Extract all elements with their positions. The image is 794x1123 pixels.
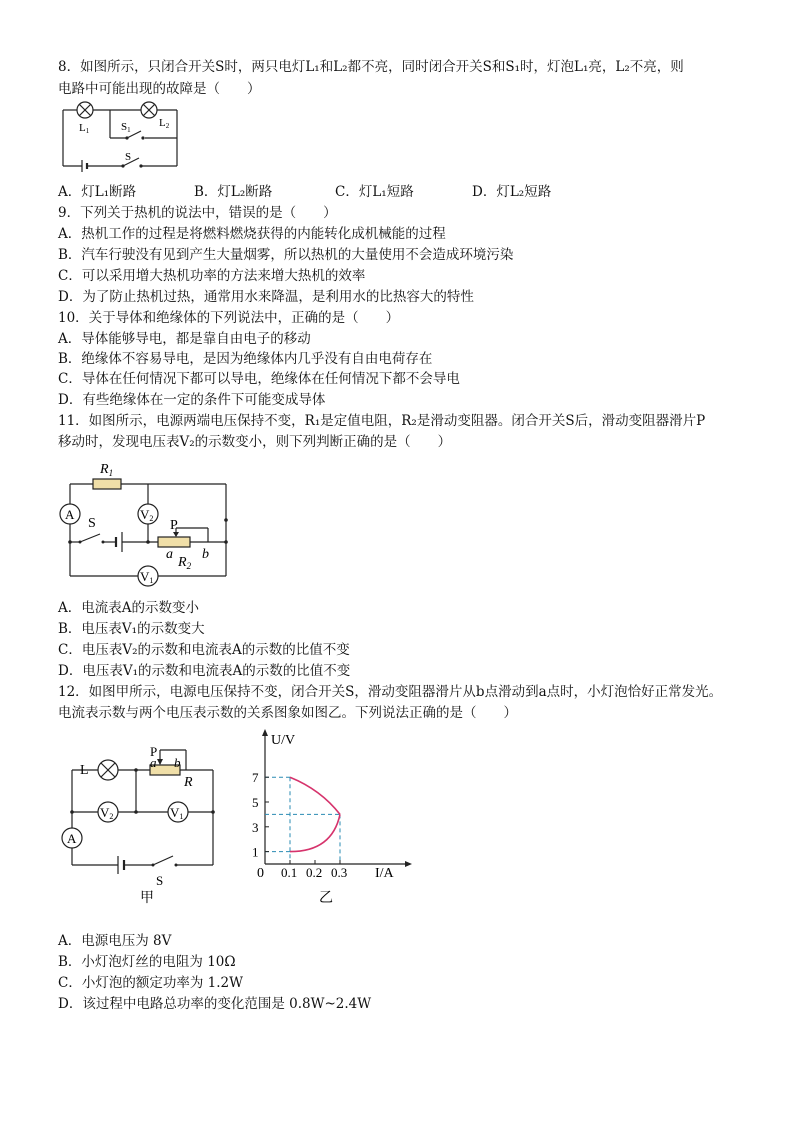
q12-stem-line1: 12．如图甲所示，电源电压保持不变，闭合开关S，滑动变阻器滑片从b点滑动到a点时，小灯泡恰好正常发光。 <box>58 684 723 700</box>
label-R2: $R_2$ <box>178 555 192 571</box>
label-S1: S1 <box>121 121 131 134</box>
y-axis-label: U/V <box>271 733 296 748</box>
q11-stem-line2: 移动时，发现电压表V₂的示数变小，则下列判断正确的是（ ） <box>58 434 452 450</box>
label-V2: V2 <box>100 805 114 821</box>
label-V2: V2 <box>140 507 154 523</box>
q11-option-d[interactable]: D．电压表V₁的示数和电流表A的示数的比值不变 <box>58 663 351 679</box>
q8-options <box>58 183 738 201</box>
q12-option-b[interactable]: B．小灯泡灯丝的电阻为 10Ω <box>58 954 236 970</box>
label-S: S <box>88 516 96 531</box>
q12-circuit-diagram <box>58 740 228 910</box>
label-L1: L1 <box>79 122 90 135</box>
q11-circuit-diagram <box>58 458 238 588</box>
q8-stem-line1: 8．如图所示，只闭合开关S时，两只电灯L₁和L₂都不亮，同时闭合开关S和S₁时，灯泡L₁亮，L₂不亮，则 <box>58 59 684 75</box>
resistor-R1-icon <box>93 479 121 489</box>
series-line-lower <box>290 814 340 851</box>
label-A: A <box>67 831 77 846</box>
q9-option-c[interactable]: C．可以采用增大热机功率的方法来增大热机的效率 <box>58 268 366 284</box>
label-S: S <box>125 151 132 163</box>
q12-option-d[interactable]: D．该过程中电路总功率的变化范围是 0.8W~2.4W <box>58 996 372 1012</box>
y-tick-label: 3 <box>252 819 259 835</box>
q10-option-d[interactable]: D．有些绝缘体在一定的条件下可能变成导体 <box>58 392 326 408</box>
q9-stem: 9．下列关于热机的说法中，错误的是（ ） <box>58 205 337 221</box>
q12-stem-line2: 电流表示数与两个电压表示数的关系图象如图乙。下列说法正确的是（ ） <box>58 705 517 721</box>
y-tick-label: 5 <box>252 795 259 810</box>
x-tick-label: 0.3 <box>331 865 348 880</box>
y-tick-label: 1 <box>252 844 259 860</box>
q12-option-a[interactable]: A．电源电压为 8V <box>58 933 172 949</box>
label-S: S <box>156 873 164 888</box>
q8-circuit-diagram <box>55 100 185 172</box>
q8-option-a[interactable]: A．灯L₁断路 <box>58 184 137 200</box>
q10-option-a[interactable]: A．导体能够导电，都是靠自由电子的移动 <box>58 331 311 347</box>
label-V1: V1 <box>140 569 154 585</box>
label-R1: $R_1$ <box>100 462 114 478</box>
q11-option-a[interactable]: A．电流表A的示数变小 <box>58 600 199 616</box>
q9-option-b[interactable]: B．汽车行驶没有见到产生大量烟雾，所以热机的大量使用不会造成环境污染 <box>58 247 514 263</box>
q8-option-c[interactable]: C．灯L₁短路 <box>335 184 414 200</box>
label-L: L <box>80 763 89 778</box>
q11-option-b[interactable]: B．电压表V₁的示数变大 <box>58 621 205 637</box>
q11-stem-line1: 11．如图所示，电源两端电压保持不变，R₁是定值电阻，R₂是滑动变阻器。闭合开关S后，滑动变阻器滑片P <box>58 413 706 429</box>
q9-option-d[interactable]: D．为了防止热机过热，通常用水来降温，是利用水的比热容大的特性 <box>58 289 474 305</box>
q9-option-a[interactable]: A．热机工作的过程是将燃料燃烧获得的内能转化成机械能的过程 <box>58 226 446 242</box>
q8-option-b[interactable]: B．灯L₂断路 <box>194 184 273 200</box>
origin-label: 0 <box>257 866 264 881</box>
q8-stem-line2: 电路中可能出现的故障是（ ） <box>58 81 261 97</box>
q12-option-c[interactable]: C．小灯泡的额定功率为 1.2W <box>58 975 243 991</box>
rheostat-R2-icon <box>158 537 190 547</box>
q10-option-b[interactable]: B．绝缘体不容易导电，是因为绝缘体内几乎没有自由电荷存在 <box>58 351 433 367</box>
label-a: a <box>166 547 173 562</box>
q10-stem: 10．关于导体和绝缘体的下列说法中，正确的是（ ） <box>58 310 400 326</box>
label-P: P <box>150 744 158 759</box>
x-axis-label: I/A <box>375 866 394 881</box>
label-A: A <box>65 507 75 522</box>
y-tick-label: 7 <box>252 770 259 786</box>
q10-option-c[interactable]: C．导体在任何情况下都可以导电，绝缘体在任何情况下都不会导电 <box>58 371 460 387</box>
label-L2: L2 <box>159 117 170 130</box>
x-tick-label: 0.1 <box>281 865 298 880</box>
figure-caption-yi: 乙 <box>319 891 333 906</box>
label-V1: V1 <box>170 805 184 821</box>
label-b: b <box>202 547 209 562</box>
label-R: R <box>184 775 193 790</box>
label-a: a <box>150 755 157 770</box>
x-tick-label: 0.2 <box>306 865 323 880</box>
q12-ui-graph <box>245 728 415 908</box>
label-b: b <box>174 755 181 770</box>
q8-option-d[interactable]: D．灯L₂短路 <box>472 184 552 200</box>
figure-caption-jia: 甲 <box>140 891 154 906</box>
label-P: P <box>170 518 178 533</box>
series-line-upper <box>290 777 340 814</box>
q11-option-c[interactable]: C．电压表V₂的示数和电流表A的示数的比值不变 <box>58 642 350 658</box>
